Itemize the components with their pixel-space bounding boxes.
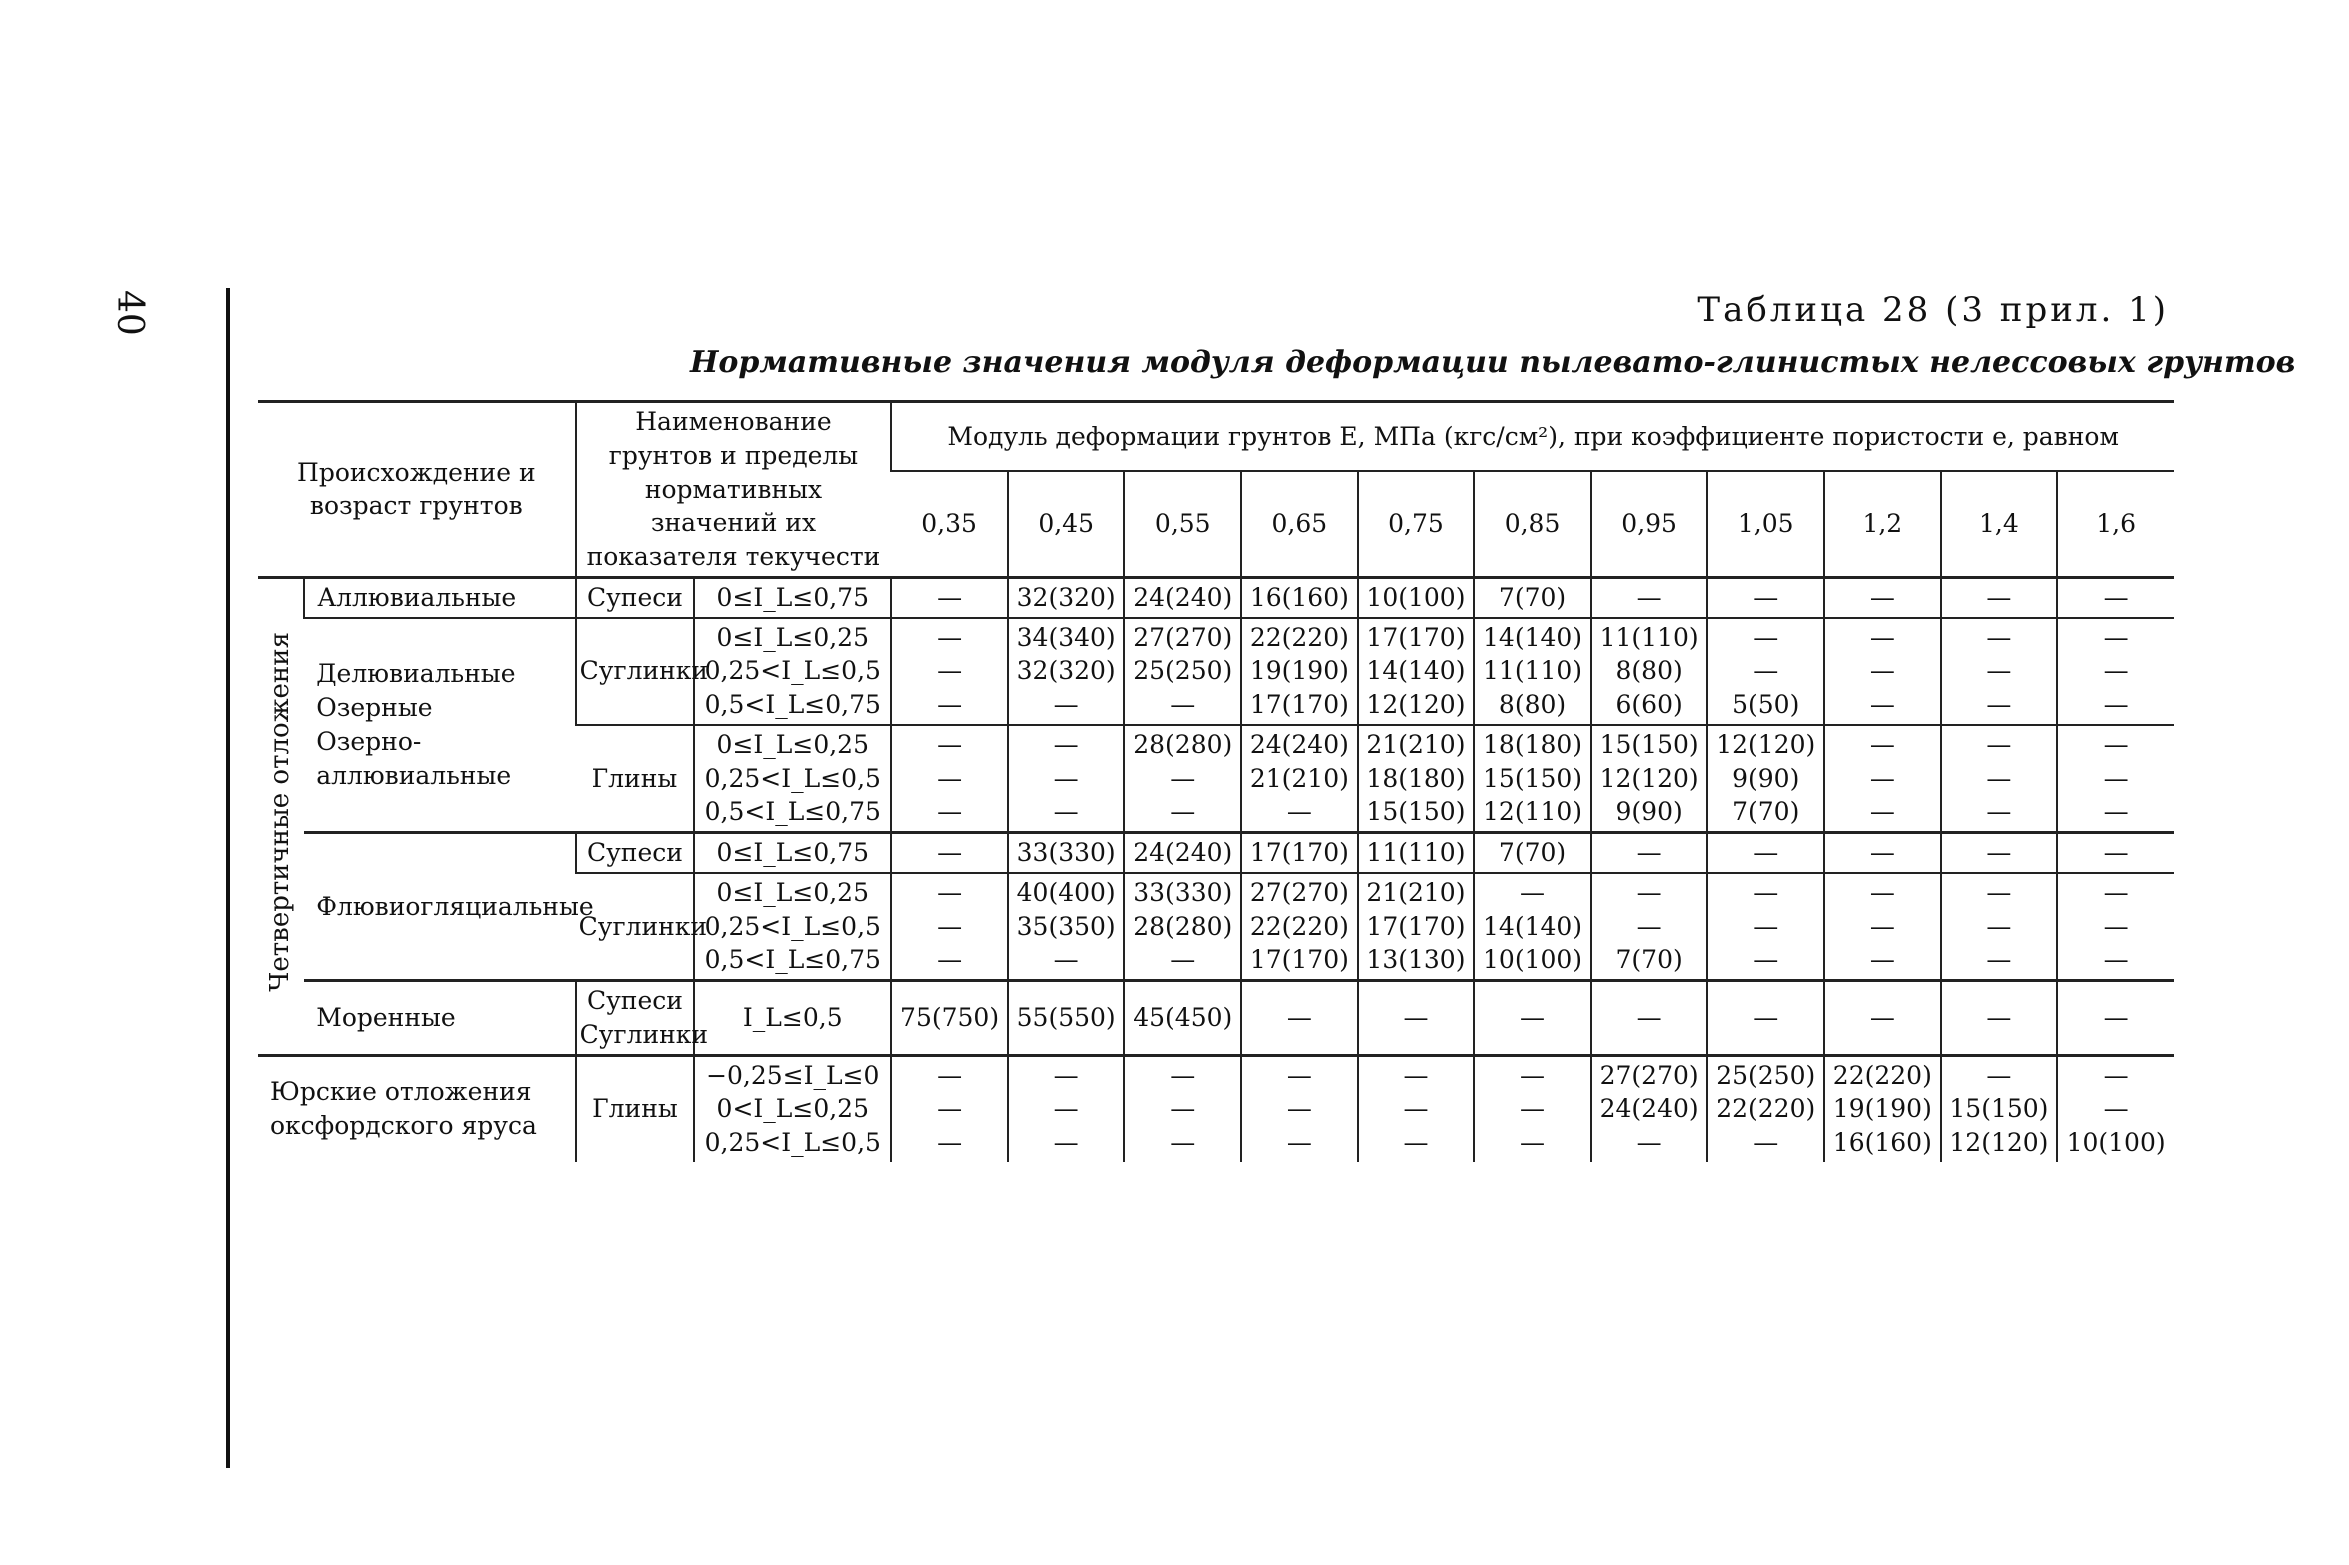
table-row (258, 981, 2174, 1056)
modulus-value-cell: — — 10(100) (2057, 1055, 2174, 1162)
modulus-value-cell: — (1591, 577, 1708, 617)
modulus-value-cell: — (1707, 833, 1824, 873)
table-row (258, 1055, 2174, 1162)
header-e-value: 0,35 (891, 471, 1008, 578)
modulus-value-cell: — (1474, 981, 1591, 1056)
soil-type-cell: Супеси Суглинки (576, 981, 695, 1056)
modulus-value-cell: — — — (1124, 1055, 1241, 1162)
modulus-value-cell: — (1707, 981, 1824, 1056)
header-e-value: 1,4 (1941, 471, 2058, 578)
quaternary-label-cell (258, 577, 304, 1055)
modulus-value-cell: 27(270) 25(250) — (1124, 618, 1241, 725)
modulus-value-cell: — — — (1241, 1055, 1358, 1162)
modulus-value-cell: — — — (891, 873, 1008, 981)
modulus-value-cell: 21(210) 17(170) 13(130) (1358, 873, 1475, 981)
modulus-value-cell: — (1824, 833, 1941, 873)
modulus-value-cell: 25(250) 22(220) — (1707, 1055, 1824, 1162)
modulus-value-cell: — — — (1008, 725, 1125, 833)
modulus-value-cell: — 14(140) 10(100) (1474, 873, 1591, 981)
modulus-value-cell: 24(240) (1124, 833, 1241, 873)
modulus-value-cell: — (891, 577, 1008, 617)
modulus-value-cell: 33(330) (1008, 833, 1125, 873)
modulus-value-cell: — — — (2057, 618, 2174, 725)
table-row (258, 618, 2174, 725)
modulus-value-cell: 27(270) 24(240) — (1591, 1055, 1708, 1162)
modulus-value-cell: — (1824, 577, 1941, 617)
liquidity-limits-cell: 0≤I_L≤0,25 0,25<I_L≤0,5 0,5<I_L≤0,75 (694, 873, 891, 981)
header-e-value: 0,75 (1358, 471, 1475, 578)
modulus-value-cell: — — — (1941, 618, 2058, 725)
modulus-value-cell: — — — (891, 1055, 1008, 1162)
modulus-value-cell: 24(240) 21(210) — (1241, 725, 1358, 833)
liquidity-limits-cell: 0≤I_L≤0,25 0,25<I_L≤0,5 0,5<I_L≤0,75 (694, 725, 891, 833)
modulus-value-cell: 22(220) 19(190) 17(170) (1241, 618, 1358, 725)
modulus-value-cell: — — — (2057, 725, 2174, 833)
modulus-value-cell: 11(110) (1358, 833, 1475, 873)
modulus-value-cell: — (1707, 577, 1824, 617)
modulus-value-cell: 75(750) (891, 981, 1008, 1056)
modulus-value-cell: 32(320) (1008, 577, 1125, 617)
deformation-modulus-table (258, 400, 2174, 1162)
table-row (258, 833, 2174, 873)
modulus-value-cell: — — 7(70) (1591, 873, 1708, 981)
modulus-value-cell: 12(120) 9(90) 7(70) (1707, 725, 1824, 833)
soil-type-cell: Глины (576, 725, 695, 833)
modulus-value-cell: 28(280) — — (1124, 725, 1241, 833)
modulus-value-cell: 18(180) 15(150) 12(110) (1474, 725, 1591, 833)
modulus-value-cell: 7(70) (1474, 833, 1591, 873)
modulus-value-cell: 16(160) (1241, 577, 1358, 617)
header-modulus: Модуль деформации грунтов E, МПа (кгс/см²), при коэффициенте пористости e, равном (891, 402, 2174, 471)
modulus-value-cell: 7(70) (1474, 577, 1591, 617)
modulus-value-cell: — (1591, 981, 1708, 1056)
modulus-value-cell: — 15(150) 12(120) (1941, 1055, 2058, 1162)
origin-alluvial: Аллювиальные (304, 577, 575, 617)
header-e-value: 0,45 (1008, 471, 1125, 578)
modulus-value-cell: 21(210) 18(180) 15(150) (1358, 725, 1475, 833)
modulus-value-cell: — (2057, 833, 2174, 873)
modulus-value-cell: — — — (1707, 873, 1824, 981)
header-e-value: 0,65 (1241, 471, 1358, 578)
liquidity-limits-cell: 0≤I_L≤0,75 (694, 577, 891, 617)
modulus-value-cell: 40(400) 35(350) — (1008, 873, 1125, 981)
modulus-value-cell: 34(340) 32(320) — (1008, 618, 1125, 725)
modulus-value-cell: — — — (1358, 1055, 1475, 1162)
quaternary-label: Четвертичные отложения (265, 631, 296, 992)
modulus-value-cell: — (891, 833, 1008, 873)
header-row-top (258, 402, 2174, 471)
modulus-value-cell: — — — (1474, 1055, 1591, 1162)
header-e-value: 1,05 (1707, 471, 1824, 578)
table-title: Нормативные значения модуля деформации пылевато-глинистых нелессовых грунтов (690, 345, 2296, 380)
margin-line (226, 288, 230, 1468)
modulus-value-cell: — (1941, 981, 2058, 1056)
origin-moraine: Моренные (304, 981, 575, 1056)
modulus-value-cell: — (1358, 981, 1475, 1056)
header-e-value: 0,95 (1591, 471, 1708, 578)
modulus-value-cell: 17(170) 14(140) 12(120) (1358, 618, 1475, 725)
header-origin: Происхождение и возраст грунтов (258, 402, 576, 578)
modulus-value-cell: — (1824, 981, 1941, 1056)
header-e-value: 0,55 (1124, 471, 1241, 578)
modulus-value-cell: 45(450) (1124, 981, 1241, 1056)
header-name: Наименование грунтов и пределы нормативных значений их показателя текучести (576, 402, 892, 578)
modulus-value-cell: — — — (891, 618, 1008, 725)
modulus-value-cell: — — — (1941, 873, 2058, 981)
modulus-value-cell: 10(100) (1358, 577, 1475, 617)
modulus-value-cell: — (1591, 833, 1708, 873)
modulus-value-cell: 17(170) (1241, 833, 1358, 873)
modulus-value-cell: — — — (1824, 618, 1941, 725)
modulus-value-cell: 24(240) (1124, 577, 1241, 617)
origin-fluvioglacial: Флювиогляциальные (304, 833, 575, 981)
modulus-value-cell: — (1241, 981, 1358, 1056)
modulus-value-cell: — — — (1824, 873, 1941, 981)
soil-type-cell: Глины (576, 1055, 695, 1162)
modulus-value-cell: 15(150) 12(120) 9(90) (1591, 725, 1708, 833)
header-e-value: 1,6 (2057, 471, 2174, 578)
modulus-value-cell: 27(270) 22(220) 17(170) (1241, 873, 1358, 981)
soil-type-cell: Супеси (576, 577, 695, 617)
origin-deluvial: Делювиальные Озерные Озерно-аллювиальные (304, 618, 575, 833)
modulus-value-cell: 33(330) 28(280) — (1124, 873, 1241, 981)
liquidity-limits-cell: 0≤I_L≤0,25 0,25<I_L≤0,5 0,5<I_L≤0,75 (694, 618, 891, 725)
soil-type-cell: Суглинки (576, 873, 695, 981)
modulus-value-cell: 22(220) 19(190) 16(160) (1824, 1055, 1941, 1162)
modulus-value-cell: — — — (2057, 873, 2174, 981)
header-e-value: 1,2 (1824, 471, 1941, 578)
modulus-value-cell: 14(140) 11(110) 8(80) (1474, 618, 1591, 725)
modulus-value-cell: 11(110) 8(80) 6(60) (1591, 618, 1708, 725)
soil-type-cell: Супеси (576, 833, 695, 873)
modulus-value-cell: — — 5(50) (1707, 618, 1824, 725)
modulus-value-cell: — (2057, 981, 2174, 1056)
modulus-value-cell: — — — (1941, 725, 2058, 833)
modulus-value-cell: — (2057, 577, 2174, 617)
table-row (258, 577, 2174, 617)
liquidity-limits-cell: 0≤I_L≤0,75 (694, 833, 891, 873)
liquidity-limits-cell: −0,25≤I_L≤0 0<I_L≤0,25 0,25<I_L≤0,5 (694, 1055, 891, 1162)
soil-type-cell: Суглинки (576, 618, 695, 725)
table-caption: Таблица 28 (3 прил. 1) (1697, 290, 2169, 330)
header-e-value: 0,85 (1474, 471, 1591, 578)
modulus-value-cell: — (1941, 833, 2058, 873)
modulus-value-cell: 55(550) (1008, 981, 1125, 1056)
liquidity-limits-cell: I_L≤0,5 (694, 981, 891, 1056)
page-number: 40 (109, 290, 150, 336)
modulus-value-cell: — — — (1824, 725, 1941, 833)
modulus-value-cell: — (1941, 577, 2058, 617)
modulus-value-cell: — — — (891, 725, 1008, 833)
modulus-value-cell: — — — (1008, 1055, 1125, 1162)
origin-jurassic: Юрские отложения оксфордского яруса (258, 1055, 576, 1162)
